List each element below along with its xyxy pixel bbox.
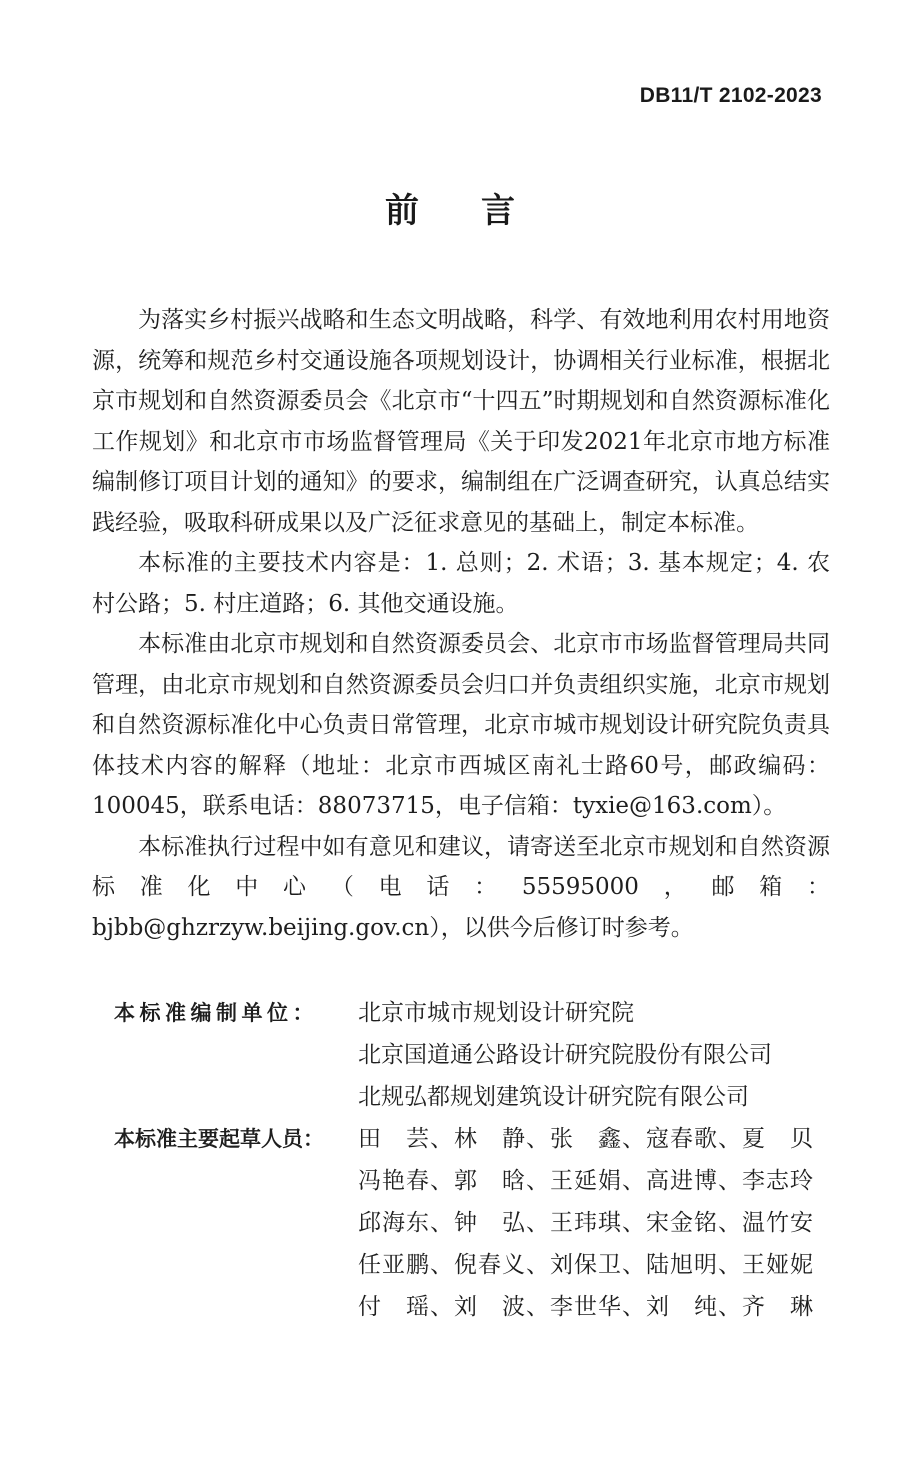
drafting-units-list	[358, 992, 830, 1118]
preface-paragraph-4: 本标准执行过程中如有意见和建议，请寄送至北京市规划和自然资源标准化中心（电话：55595000，邮箱：bjbb@ghzrzyw.beijing.gov.cn），以供今后修订时参考。	[92, 833, 830, 941]
drafters-line: 冯艳春、郭 晗、王延娟、高进博、李志玲	[358, 1168, 814, 1194]
drafting-units-row	[114, 992, 830, 1118]
drafters-line: 田 芸、林 静、张 鑫、寇春歌、夏 贝	[358, 1126, 814, 1152]
drafting-unit: 北京国道通公路设计研究院股份有限公司	[358, 1042, 772, 1068]
drafting-unit: 北京市城市规划设计研究院	[358, 1000, 634, 1026]
drafters-line: 付 瑶、刘 波、李世华、刘 纯、齐 琳	[358, 1294, 814, 1320]
drafters-line: 邱海东、钟 弘、王玮琪、宋金铭、温竹安	[358, 1210, 814, 1236]
drafting-unit: 北规弘都规划建筑设计研究院有限公司	[358, 1084, 749, 1110]
drafting-units-label: 本标准编制单位：	[114, 1001, 318, 1025]
drafters-row	[114, 1118, 830, 1328]
preface-paragraph-2: 本标准的主要技术内容是：1. 总则；2. 术语；3. 基本规定；4. 农村公路；5. 村庄道路；6. 其他交通设施。	[92, 550, 830, 617]
drafters-list	[358, 1118, 830, 1328]
credits-section	[114, 992, 830, 1328]
drafters-line: 任亚鹏、倪春义、刘保卫、陆旭明、王娅妮	[358, 1252, 814, 1278]
preface-paragraph-3: 本标准由北京市规划和自然资源委员会、北京市市场监督管理局共同管理，由北京市规划和自然资源委员会归口并负责组织实施，北京市规划和自然资源标准化中心负责日常管理，北京市城市规划设计研究院负责具体技术内容的解释（地址：北京市西城区南礼士路60号，邮政编码：100045，联系电话：88073715，电子信箱：tyxie@163.com）。	[92, 631, 830, 819]
page-title: 前言	[385, 191, 577, 231]
standard-number: DB11/T 2102-2023	[639, 84, 822, 107]
drafters-label: 本标准主要起草人员：	[114, 1127, 324, 1151]
preface-body	[92, 300, 830, 948]
preface-paragraph-1: 为落实乡村振兴战略和生态文明战略，科学、有效地利用农村用地资源，统筹和规范乡村交通设施各项规划设计，协调相关行业标准，根据北京市规划和自然资源委员会《北京市“十四五”时期规划和自然资源标准化工作规划》和北京市市场监督管理局《关于印发2021年北京市地方标准编制修订项目计划的通知》的要求，编制组在广泛调查研究，认真总结实践经验，吸取科研成果以及广泛征求意见的基础上，制定本标准。	[92, 307, 830, 536]
